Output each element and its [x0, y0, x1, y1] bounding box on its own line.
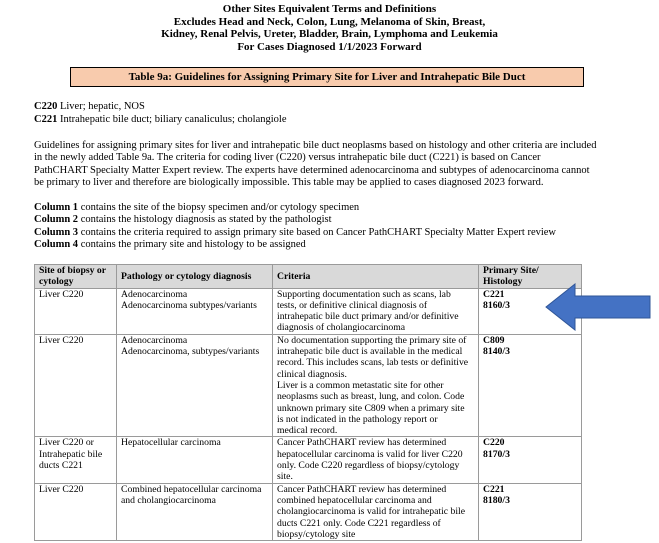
table-body: [35, 288, 582, 541]
code-label: C221: [34, 113, 58, 125]
column-descriptions: [34, 202, 556, 251]
cell-line: Adenocarcinoma subtypes/variants: [121, 299, 257, 311]
cell-line: record. This includes scans, lab tests or definitive: [277, 357, 469, 369]
cell-pathology: [117, 334, 273, 437]
header-pathology: Pathology or cytology diagnosis: [117, 265, 273, 289]
cell-primary-site: [479, 437, 582, 483]
cell-line: C220: [483, 437, 505, 449]
table-row: [35, 483, 582, 540]
column-description: [34, 202, 556, 214]
cell-line: Adenocarcinoma: [121, 334, 188, 346]
code-description: Intrahepatic bile duct; biliary canaliculus; cholangiole: [57, 113, 287, 125]
cell-line: ducts C221 only. Code C221 regardless of: [277, 517, 441, 529]
cell-line: 8140/3: [483, 346, 510, 358]
table-title: Table 9a: Guidelines for Assigning Primary Site for Liver and Intrahepatic Bile Duct: [70, 67, 584, 87]
cell-site: [35, 437, 117, 483]
code-line: [34, 114, 287, 127]
cell-line: Liver C220 or: [39, 437, 94, 449]
cell-line: Cancer PathCHART review has determined: [277, 483, 447, 495]
cell-line: intrahepatic bile duct is available in the medical: [277, 346, 463, 358]
column-label: Column 2: [34, 214, 79, 226]
header-line-1: Other Sites Equivalent Terms and Definitions: [222, 3, 437, 15]
code-description: Liver; hepatic, NOS: [57, 101, 145, 112]
cell-line: neoplasms such as breast, lung, and colon. Code: [277, 391, 465, 403]
column-label: Column 3: [34, 226, 79, 238]
cell-line: intrahepatic bile duct primary and/or definitive: [277, 311, 459, 323]
column-description: [34, 214, 556, 226]
cell-line: Cancer PathCHART review has determined: [277, 437, 447, 449]
cell-site: [35, 334, 117, 437]
cell-line: Liver C220: [39, 288, 84, 300]
header-line-4: For Cases Diagnosed 1/1/2023 Forward: [237, 40, 422, 53]
cell-line: C221: [483, 288, 505, 300]
cell-line: Liver C220: [39, 334, 84, 346]
cell-line: clinical diagnosis.: [277, 368, 347, 380]
cell-line: combined hepatocellular carcinoma and: [277, 494, 432, 506]
cell-line: C809: [483, 334, 505, 346]
column-text: contains the primary site and histology to be assigned: [78, 238, 306, 250]
column-text: contains the histology diagnosis as stated by the pathologist: [78, 214, 332, 226]
header-site: Site of biopsy or cytology: [35, 265, 117, 289]
cell-line: 8160/3: [483, 299, 510, 311]
cell-criteria: [273, 334, 479, 437]
cell-line: Combined hepatocellular carcinoma: [121, 483, 262, 495]
cell-line: Intrahepatic bile: [39, 448, 103, 460]
cell-line: is not indicated in the pathology report or: [277, 413, 438, 425]
cell-line: Liver C220: [39, 483, 84, 495]
code-label: C220: [34, 101, 58, 112]
paragraph-line: PathCHART Specialty Matter Expert review. The experts have determined adenocarcinoma and subtypes of adenocarcinoma cannot: [34, 164, 590, 176]
cell-criteria: [273, 483, 479, 540]
paragraph-line: in the newly added Table 9a. The criteria for coding liver (C220) versus intrahepatic bile duct (C221) is based on Cancer: [34, 152, 541, 164]
cell-line: Hepatocellular carcinoma: [121, 437, 221, 449]
primary-site-table: [34, 264, 582, 541]
header-primary-site: Primary Site/ Histology: [479, 265, 582, 289]
cell-line: No documentation supporting the primary site of: [277, 334, 467, 346]
cell-line: Adenocarcinoma: [121, 288, 188, 300]
cell-line: hepatocellular carcinoma is valid for liver C220: [277, 448, 463, 460]
document-header: [0, 3, 659, 53]
cell-line: biopsy/cytology site: [277, 528, 356, 540]
cell-line: site.: [277, 471, 293, 483]
cell-line: C221: [483, 483, 505, 495]
column-text: contains the criteria required to assign primary site based on Cancer PathCHART Specialty Matter Expert review: [78, 226, 557, 238]
cell-line: diagnosis of cholangiocarcinoma: [277, 322, 406, 334]
cell-line: Adenocarcinoma, subtypes/variants: [121, 346, 260, 358]
cell-line: 8180/3: [483, 494, 510, 506]
cell-line: only. Code C220 regardless of biopsy/cytology: [277, 460, 460, 472]
column-description: [34, 227, 556, 239]
header-criteria: Criteria: [273, 265, 479, 289]
code-line: [34, 101, 287, 114]
cell-line: medical record.: [277, 425, 338, 437]
paragraph-line: be primary to liver and therefore are biologically impossible. This table may be applied to cases diagnosed 2023 forward.: [34, 176, 544, 188]
header-line-3: Kidney, Renal Pelvis, Ureter, Bladder, Brain, Lymphoma and Leukemia: [161, 28, 498, 40]
header-line-2: Excludes Head and Neck, Colon, Lung, Melanoma of Skin, Breast,: [173, 15, 486, 28]
column-description: [34, 239, 556, 251]
paragraph-line: Guidelines for assigning primary sites for liver and intrahepatic bile duct neoplasms based on histology and other criteria are included: [34, 140, 597, 151]
table-row: [35, 437, 582, 483]
cell-line: Supporting documentation such as scans, lab: [277, 288, 451, 300]
arrow-shape: [546, 284, 650, 330]
column-text: contains the site of the biopsy specimen and/or cytology specimen: [78, 202, 360, 213]
cell-pathology: [117, 437, 273, 483]
column-label: Column 1: [34, 202, 79, 213]
cell-pathology: [117, 288, 273, 334]
table-header-row: [35, 265, 582, 289]
cell-line: ducts C221: [39, 460, 83, 472]
cell-primary-site: [479, 334, 582, 437]
site-codes: [34, 101, 287, 126]
left-arrow-icon: [545, 283, 651, 331]
cell-line: cholangiocarcinoma is valid for intrahepatic bile: [277, 506, 466, 518]
cell-line: and cholangiocarcinoma: [121, 494, 216, 506]
cell-site: [35, 483, 117, 540]
cell-primary-site: [479, 483, 582, 540]
column-label: Column 4: [34, 238, 79, 250]
cell-line: 8170/3: [483, 448, 510, 460]
cell-criteria: [273, 437, 479, 483]
cell-line: tests, or definitive clinical diagnosis of: [277, 299, 428, 311]
guidelines-paragraph: [34, 140, 634, 189]
cell-line: unknown primary site C809 when a primary site: [277, 402, 465, 414]
cell-pathology: [117, 483, 273, 540]
cell-site: [35, 288, 117, 334]
cell-criteria: [273, 288, 479, 334]
table-row: [35, 334, 582, 437]
cell-line: Liver is a common metastatic site for other: [277, 379, 444, 391]
table-row: [35, 288, 582, 334]
